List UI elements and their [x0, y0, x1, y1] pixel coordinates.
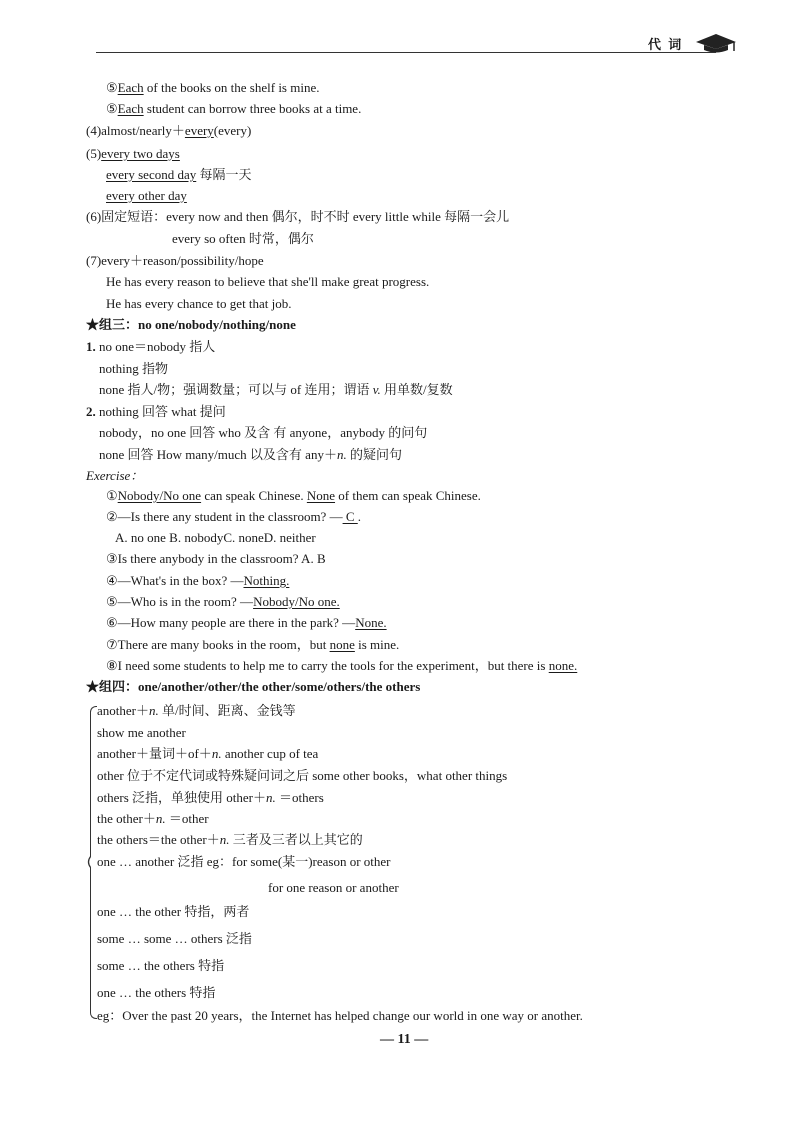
text-line: [86, 468, 143, 484]
text-segment: every so often 时常，偶尔: [172, 231, 314, 246]
text-segment: ＝other: [165, 811, 209, 826]
text-line: [172, 231, 314, 247]
brace-bottom: [90, 868, 97, 1019]
underlined-answer: Each: [117, 80, 144, 95]
underlined-answer: every other day: [106, 188, 187, 203]
text-segment: ③Is there anybody in the classroom? A. B: [106, 551, 326, 566]
text-segment: student can borrow three books at a time.: [143, 101, 362, 116]
text-segment: some … the others 特指: [97, 958, 225, 973]
text-segment: ⑥—How many people are there in the park? —: [106, 615, 356, 630]
text-segment: ⑧I need some students to help me to carry the tools for the experiment，but there is: [106, 658, 549, 673]
text-line: [106, 188, 187, 204]
text-segment: v.: [372, 382, 381, 397]
text-segment: other 位于不定代词或特殊疑问词之后 some other books，what other things: [97, 768, 508, 783]
text-segment: (5): [86, 146, 102, 161]
text-segment: one … another 泛指 eg：for some(某一)reason or other: [97, 854, 391, 869]
underlined-answer: none.: [548, 658, 578, 673]
text-segment: no one＝nobody 指人: [95, 339, 216, 354]
text-segment: ⑦There are many books in the room，but: [106, 637, 330, 652]
section-header: 代 词: [648, 37, 684, 52]
text-segment: another＋量词＋of＋: [97, 746, 212, 761]
text-segment: another＋: [97, 703, 149, 718]
underlined-answer: every two days: [101, 146, 180, 161]
text-line: [106, 573, 289, 589]
text-segment: none 回答 How many/much 以及含有 any＋: [99, 447, 337, 462]
text-line: [86, 146, 180, 162]
text-segment: ⑤: [106, 80, 118, 95]
text-line: [86, 209, 509, 225]
graduation-cap-icon: [694, 30, 738, 54]
text-line: [106, 80, 319, 96]
text-segment: ＝others: [275, 790, 324, 805]
text-segment: ④—What's in the box? —: [106, 573, 244, 588]
text-segment: n.: [155, 811, 166, 826]
text-segment: (6)固定短语：every now and then 偶尔，时不时 every little while 每隔一会儿: [86, 209, 510, 224]
text-line: [97, 811, 209, 827]
underlined-answer: C: [342, 509, 358, 524]
text-segment: is mine.: [354, 637, 400, 652]
underlined-answer: every: [184, 123, 214, 138]
text-line: [97, 1008, 583, 1024]
text-segment: eg：Over the past 20 years，the Internet has helped change our world in one way or another.: [97, 1008, 583, 1023]
text-line: [99, 447, 402, 463]
text-segment: (every): [213, 123, 252, 138]
text-line: [97, 703, 296, 719]
text-line: [86, 339, 215, 355]
underlined-answer: none: [329, 637, 355, 652]
text-segment: one … the other 特指，两者: [97, 904, 250, 919]
text-segment: none 指人/物；强调数量；可以与 of 连用；谓语: [99, 382, 373, 397]
text-segment: (7)every＋reason/possibility/hope: [86, 253, 264, 268]
text-segment: show me another: [97, 725, 186, 740]
text-line: [99, 425, 427, 441]
text-line: [106, 615, 387, 631]
text-segment: can speak Chinese.: [201, 488, 307, 503]
text-line: [97, 768, 507, 784]
underlined-answer: None.: [355, 615, 387, 630]
text-segment: 1.: [86, 339, 96, 354]
underlined-answer: Nobody/No one.: [253, 594, 340, 609]
text-line: [86, 253, 264, 269]
text-segment: some … some … others 泛指: [97, 931, 252, 946]
text-line: [97, 725, 186, 741]
text-line: [115, 530, 316, 546]
text-segment: ②—Is there any student in the classroom? —: [106, 509, 343, 524]
underlined-answer: every second day: [106, 167, 197, 182]
text-line: [86, 317, 296, 333]
text-line: [97, 746, 318, 762]
text-line: [106, 509, 361, 525]
text-segment: He has every chance to get that job.: [106, 296, 292, 311]
text-line: [106, 637, 399, 653]
text-segment: one … the others 特指: [97, 985, 216, 1000]
underlined-answer: None: [306, 488, 336, 503]
underlined-answer: Nobody/No one: [117, 488, 202, 503]
underlined-answer: Nothing.: [243, 573, 290, 588]
text-segment: ★组三：no one/nobody/nothing/none: [86, 317, 296, 332]
text-line: [97, 854, 391, 870]
text-segment: n.: [148, 703, 159, 718]
text-segment: n.: [336, 447, 347, 462]
header-rule: [96, 52, 716, 53]
text-line: [97, 958, 224, 974]
text-segment: 2.: [86, 404, 96, 419]
text-line: [99, 382, 453, 398]
text-segment: of the books on the shelf is mine.: [143, 80, 320, 95]
text-segment: 三者及三者以上其它的: [229, 832, 363, 847]
text-segment: the others＝the other＋: [97, 832, 220, 847]
text-line: [97, 790, 324, 806]
text-line: [106, 551, 326, 567]
text-segment: nobody，no one 回答 who 及含 有 anyone，anybody 的问句: [99, 425, 428, 440]
text-line: [97, 931, 252, 947]
text-segment: 的疑问句: [346, 447, 402, 462]
text-segment: ⑤: [106, 101, 118, 116]
text-segment: others 泛指，单独使用 other＋: [97, 790, 266, 805]
text-segment: nothing 指物: [99, 361, 168, 376]
brace-middle: [86, 856, 91, 868]
text-segment: ⑤—Who is in the room? —: [106, 594, 254, 609]
text-segment: He has every reason to believe that she'll make great progress.: [106, 274, 430, 289]
text-line: [106, 274, 429, 290]
text-segment: n.: [219, 832, 230, 847]
text-segment: n.: [265, 790, 276, 805]
text-segment: nothing 回答 what 提问: [95, 404, 226, 419]
text-line: [106, 488, 481, 504]
text-segment: 每隔一天: [196, 167, 252, 182]
text-segment: ★组四：one/another/other/the other/some/others/the others: [86, 679, 421, 694]
text-line: [97, 832, 363, 848]
text-segment: the other＋: [97, 811, 156, 826]
text-line: [86, 679, 420, 695]
text-segment: 单/时间、距离、金钱等: [158, 703, 296, 718]
text-line: [106, 101, 361, 117]
text-line: [106, 658, 577, 674]
text-line: [97, 904, 249, 920]
text-line: [106, 296, 292, 312]
text-line: [106, 594, 340, 610]
page-number: — 11 —: [380, 1032, 429, 1047]
text-line: [268, 880, 399, 896]
text-line: [86, 123, 251, 139]
text-segment: ①: [106, 488, 118, 503]
text-line: [86, 404, 226, 420]
text-segment: Exercise：: [86, 468, 144, 483]
text-line: [106, 167, 252, 183]
text-line: [99, 361, 168, 377]
text-segment: another cup of tea: [221, 746, 319, 761]
text-segment: n.: [211, 746, 222, 761]
underlined-answer: Each: [117, 101, 144, 116]
brace-top: [90, 706, 97, 857]
text-segment: of them can speak Chinese.: [335, 488, 481, 503]
text-line: [97, 985, 215, 1001]
text-segment: A. no one B. nobodyC. noneD. neither: [115, 530, 316, 545]
text-segment: for one reason or another: [268, 880, 399, 895]
text-segment: (4)almost/nearly＋: [86, 123, 185, 138]
text-segment: 用单数/复数: [380, 382, 453, 397]
text-segment: .: [357, 509, 361, 524]
